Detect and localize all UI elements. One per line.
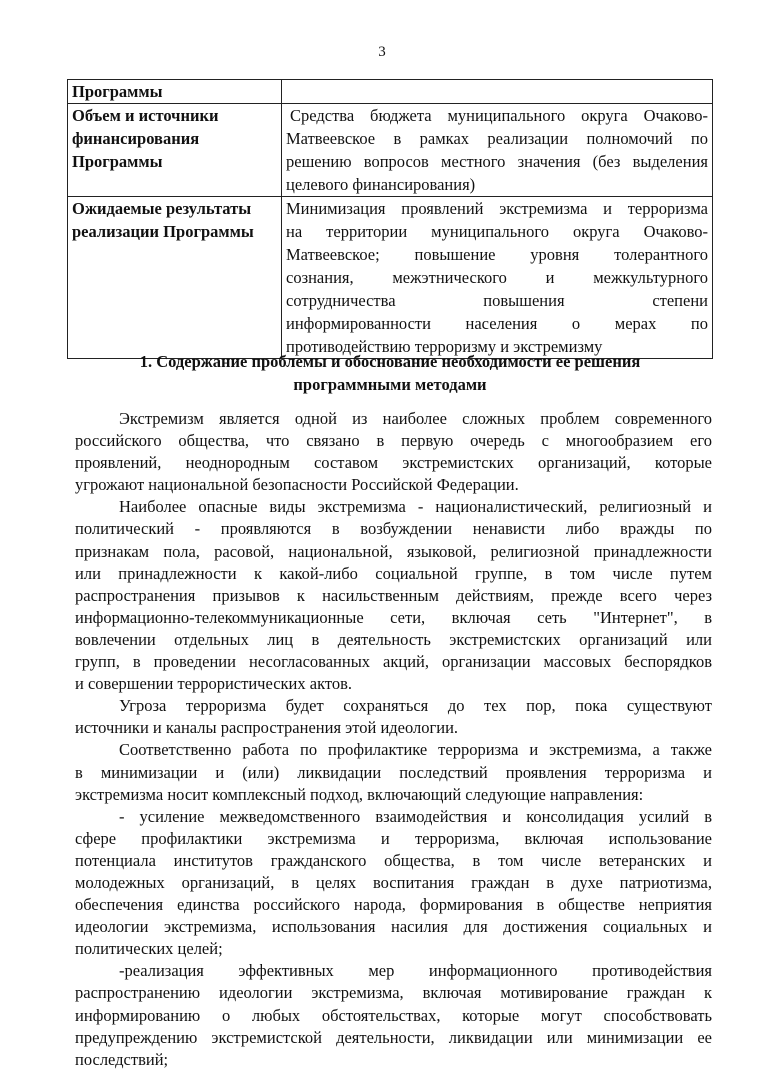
text-line: потенциала институтов гражданского общества, в том числе ветеранских и bbox=[75, 850, 712, 870]
table-value-line: Средства бюджета муниципального округа Очаково- bbox=[290, 106, 708, 125]
table-label-line: Программы bbox=[72, 152, 163, 171]
text-line: предупреждению экстремистской деятельности, ликвидации или минимизации ее bbox=[75, 1027, 712, 1047]
text-line: проявлений, неоднородным составом экстремистских организаций, которые bbox=[75, 453, 712, 473]
table-label-cell bbox=[68, 104, 282, 197]
text-line: в минимизации и (или) ликвидации последствий проявления терроризма и bbox=[75, 762, 712, 782]
section-body bbox=[75, 408, 712, 1071]
text-line: признакам пола, расовой, национальной, языковой, религиозной принадлежности bbox=[75, 541, 712, 561]
text-line: Наиболее опасные виды экстремизма - националистический, религиозный и bbox=[119, 497, 712, 517]
table-row bbox=[68, 104, 713, 197]
table-value-cell bbox=[282, 197, 713, 359]
text-line: политический - проявляются в возбуждении ненависти либо вражды по bbox=[75, 519, 712, 539]
text-line: распространению идеологии экстремизма, включая мотивирование граждан к bbox=[75, 983, 712, 1003]
text-line: идеологии экстремизма, использования насилия для достижения социальных и bbox=[75, 917, 712, 937]
program-passport-table bbox=[67, 79, 713, 359]
table-value-line: информированности населения о мерах по bbox=[286, 314, 708, 333]
table-value-line: сотрудничества повышения степени bbox=[286, 291, 708, 310]
text-line: Соответственно работа по профилактике терроризма и экстремизма, а также bbox=[119, 740, 712, 760]
text-line: -реализация эффективных мер информационного противодействия bbox=[119, 961, 712, 981]
text-line: молодежных организаций, в целях воспитания граждан в духе патриотизма, bbox=[75, 872, 712, 892]
text-line: обеспечения единства российского народа, формирования в обществе неприятия bbox=[75, 895, 712, 915]
text-line: сфере профилактики экстремизма и терроризма, включая использование bbox=[75, 828, 712, 848]
section-heading-line: 1. Содержание проблемы и обоснование необходимости ее решения bbox=[139, 352, 641, 371]
paragraph bbox=[75, 496, 712, 695]
text-line: и совершении террористических актов. bbox=[75, 674, 353, 694]
text-line: Экстремизм является одной из наиболее сложных проблем современного bbox=[119, 409, 712, 428]
text-line: вовлечении отдельных лиц в деятельность экстремистских организаций или bbox=[75, 629, 712, 649]
text-line: информированию о любых обстоятельствах, которые могут способствовать bbox=[75, 1005, 712, 1025]
text-line: информационно-телекоммуникационные сети, включая сеть "Интернет", в bbox=[75, 607, 712, 627]
table-label-line: финансирования bbox=[72, 129, 200, 148]
text-line: групп, в проведении несогласованных акций, организации массовых беспорядков bbox=[75, 652, 712, 672]
table-value-line: сознания, межэтнического и межкультурного bbox=[286, 268, 708, 287]
table-value-line: на территории муниципального округа Очаково- bbox=[286, 222, 708, 241]
table-value-line: противодействию терроризму и экстремизму bbox=[286, 337, 603, 356]
text-line: политических целей; bbox=[75, 939, 223, 959]
table-label-line: Ожидаемые результаты bbox=[72, 199, 252, 218]
text-line: угрожают национальной безопасности Российской Федерации. bbox=[75, 475, 519, 495]
paragraph bbox=[75, 408, 712, 496]
table-row bbox=[68, 197, 713, 359]
table-value-line: Матвеевское; повышение уровня толерантного bbox=[286, 245, 708, 264]
paragraph bbox=[75, 960, 712, 1070]
section-heading-line: программными методами bbox=[293, 375, 487, 394]
paragraph bbox=[75, 695, 712, 739]
text-line: последствий; bbox=[75, 1049, 169, 1069]
table-value-cell bbox=[282, 80, 713, 104]
table-label-cell bbox=[68, 197, 282, 359]
text-line: - усиление межведомственного взаимодействия и консолидация усилий в bbox=[119, 806, 712, 826]
table-label-cell: Программы bbox=[68, 80, 282, 104]
table-value-line: целевого финансирования) bbox=[286, 175, 476, 194]
paragraph bbox=[75, 739, 712, 805]
table-value-line: Минимизация проявлений экстремизма и терроризма bbox=[286, 199, 708, 218]
table-row bbox=[68, 80, 713, 104]
text-line: экстремизма носит комплексный подход, включающий следующие направления: bbox=[75, 784, 644, 804]
table-value-line: решению вопросов местного значения (без выделения bbox=[286, 152, 708, 171]
table-value-cell bbox=[282, 104, 713, 197]
paragraph bbox=[75, 806, 712, 961]
table-label-line: Объем и источники bbox=[72, 106, 219, 125]
text-line: источники и каналы распространения этой идеологии. bbox=[75, 718, 459, 738]
text-line: или принадлежности к какой-либо социальной группе, в том числе путем bbox=[75, 563, 712, 583]
page-number: 3 bbox=[378, 44, 386, 60]
table-label-line: реализации Программы bbox=[72, 222, 254, 241]
text-line: распространения призывов к насильственным действиям, прежде всего через bbox=[75, 585, 712, 605]
text-line: российского общества, что связано в первую очередь с многообразием его bbox=[75, 431, 712, 451]
table-value-line: Матвеевское в рамках реализации полномочий по bbox=[286, 129, 708, 148]
section-heading bbox=[67, 350, 713, 396]
text-line: Угроза терроризма будет сохраняться до тех пор, пока существуют bbox=[119, 696, 712, 716]
